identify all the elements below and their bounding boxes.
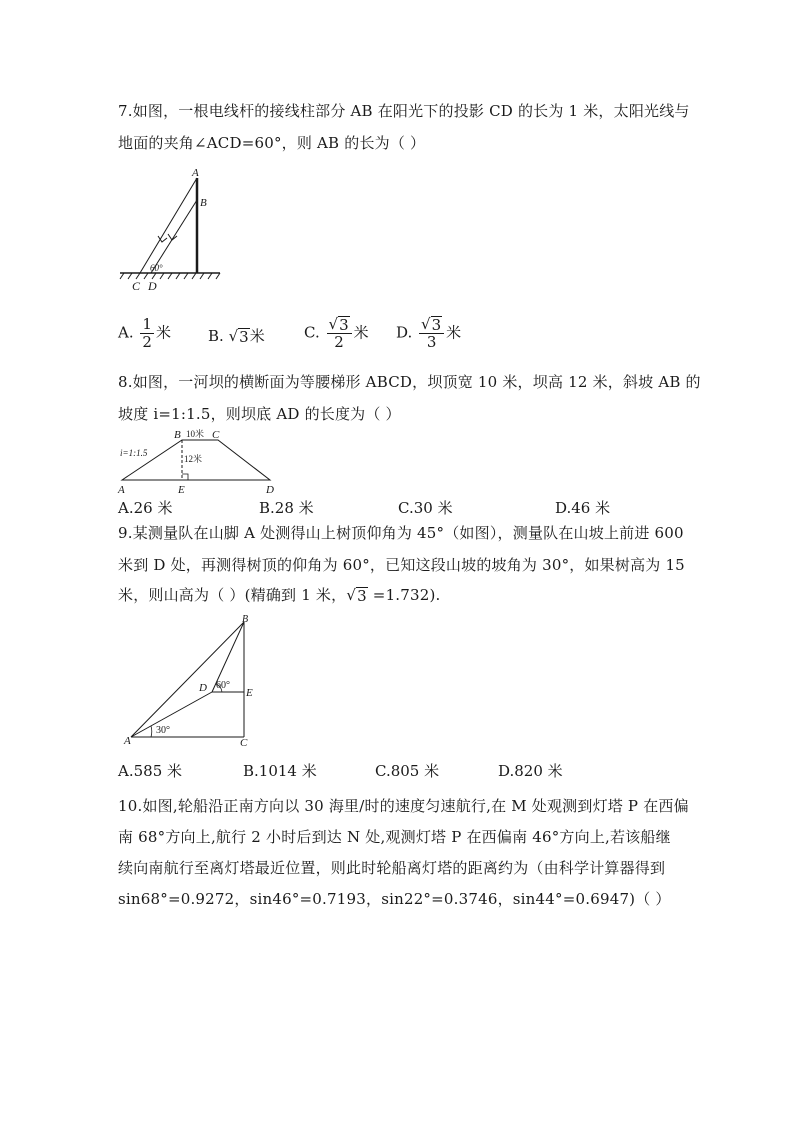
q9-label-c: C [240, 737, 248, 749]
q8-label-b: B [174, 429, 181, 441]
q8-text-line1: 8.如图，一河坝的横断面为等腰梯形 ABCD，坝顶宽 10 米，坝高 12 米，斜坡 AB 的 [118, 373, 701, 391]
q7-option-d: D. √ 3 3 米 [396, 315, 462, 351]
q7-option-b: B. √ 3 米 [208, 327, 265, 346]
q10-text-line1: 10.如图,轮船沿正南方向以 30 海里/时的速度匀速航行,在 M 处观测到灯塔 P 在西偏 [118, 797, 689, 815]
q9-option-c: C.805 米 [375, 762, 440, 780]
q9-option-a: A.585 米 [118, 762, 182, 780]
q8-label-d: D [266, 484, 274, 496]
q8-slope-label: i=1:1.5 [120, 448, 148, 458]
q9-label-b: B [242, 614, 249, 625]
q7-figure [118, 166, 228, 296]
q9-option-d: D.820 米 [498, 762, 563, 780]
q9-label-d: D [199, 682, 207, 694]
q9-angle-a: 30° [156, 725, 170, 736]
q7-text-line1: 7.如图，一根电线杆的接线柱部分 AB 在阳光下的投影 CD 的长为 1 米，太阳光线与 [118, 102, 690, 120]
q8-figure [118, 428, 283, 496]
q9-text-line3: 米，则山高为（ ）(精确到 1 米， √ 3 =1.732). [118, 586, 441, 605]
q7-option-a: A. $\frac{1}{2}$ 米 [118, 315, 171, 351]
q9-figure [124, 614, 264, 749]
q7-text-line2: 地面的夹角∠ACD=60°，则 AB 的长为（ ） [118, 134, 426, 152]
q7-label-c: C [132, 279, 141, 293]
q10-text-line3: 续向南航行至离灯塔最近位置，则此时轮船离灯塔的距离约为（由科学计算器得到 [118, 859, 666, 877]
q9-angle-d: 60° [216, 680, 230, 691]
q9-label-a: A [124, 735, 131, 747]
q8-option-d: D.46 米 [555, 499, 611, 517]
q8-height-label: 12米 [184, 454, 203, 464]
q8-option-b: B.28 米 [259, 499, 314, 517]
q7-label-a: A [192, 167, 199, 179]
q8-option-a: A.26 米 [118, 499, 173, 517]
q10-text-line2: 南 68°方向上,航行 2 小时后到达 N 处,观测灯塔 P 在西偏南 46°方向上,若该船继 [118, 828, 671, 846]
q8-label-a: A [118, 484, 125, 496]
q9-text-line2: 米到 D 处，再测得树顶的仰角为 60°，已知这段山坡的坡角为 30°，如果树高为 15 [118, 556, 685, 574]
q7-label-b: B [200, 197, 207, 209]
q7-option-c: C. √ 3 2 米 [304, 315, 369, 351]
q8-top-width: 10米 [186, 429, 205, 439]
q8-label-e: E [178, 484, 185, 496]
q7-angle-label: 60° [150, 263, 163, 273]
q9-option-b: B.1014 米 [243, 762, 317, 780]
q9-text-line1: 9.某测量队在山脚 A 处测得山上树顶仰角为 45°（如图），测量队在山坡上前进 600 [118, 524, 684, 542]
q8-label-c: C [212, 429, 220, 441]
q10-text-line4: sin68°=0.9272，sin46°=0.7193，sin22°=0.3746，sin44°=0.6947)（ ） [118, 890, 671, 908]
q9-label-e: E [246, 687, 253, 699]
q7-label-d: D [148, 279, 157, 293]
q8-text-line2: 坡度 i=1:1.5，则坝底 AD 的长度为（ ） [118, 405, 401, 423]
q8-option-c: C.30 米 [398, 499, 453, 517]
